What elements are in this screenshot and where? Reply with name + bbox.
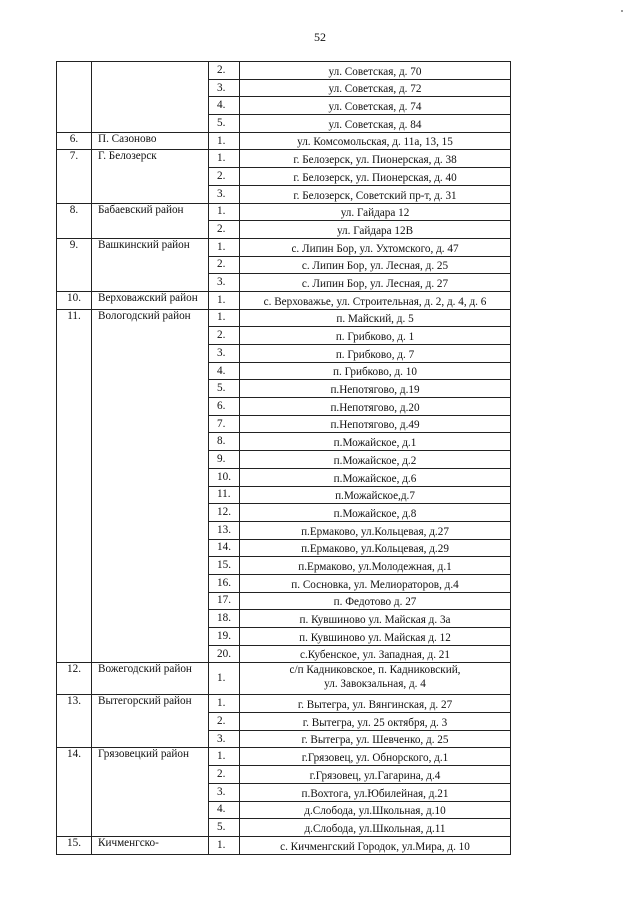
- item-number: 1.: [209, 663, 240, 695]
- address-cell: ул. Советская, д. 74: [240, 97, 511, 115]
- page-number: 52: [314, 30, 326, 44]
- address-cell: с. Липин Бор, ул. Лесная, д. 27: [240, 274, 511, 292]
- address-cell: г. Вытегра, ул. Шевченко, д. 25: [240, 730, 511, 748]
- district-number: 7.: [57, 150, 92, 203]
- item-number: 11.: [209, 486, 240, 504]
- item-number: 17.: [209, 592, 240, 610]
- address-cell: д.Слобода, ул.Школьная, д.11: [240, 819, 511, 837]
- table-row: [57, 132, 511, 150]
- table-row: [57, 748, 511, 766]
- item-number: 12.: [209, 504, 240, 522]
- district-name: Вологодский район: [92, 309, 209, 663]
- address-cell: п.Ермаково, ул.Молодежная, д.1: [240, 557, 511, 575]
- item-number: 1.: [209, 132, 240, 150]
- item-number: 1.: [209, 695, 240, 713]
- address-cell: п. Грибково, д. 1: [240, 327, 511, 345]
- item-number: 3.: [209, 783, 240, 801]
- item-number: 5.: [209, 115, 240, 133]
- address-cell: п. Кувшиново ул. Майская д. 12: [240, 628, 511, 646]
- address-cell: п.Ермаково, ул.Кольцевая, д.29: [240, 539, 511, 557]
- item-number: 1.: [209, 150, 240, 168]
- address-cell: п. Кувшиново ул. Майская д. 3а: [240, 610, 511, 628]
- address-cell: ул. Гайдара 12: [240, 203, 511, 221]
- address-cell: г.Грязовец, ул.Гагарина, д.4: [240, 766, 511, 784]
- district-name: П. Сазоново: [92, 132, 209, 150]
- item-number: 1.: [209, 238, 240, 256]
- district-name: Вытегорский район: [92, 695, 209, 748]
- district-name: Кичменгско-: [92, 836, 209, 854]
- table-row: [57, 309, 511, 327]
- table-row: [57, 150, 511, 168]
- address-cell: п.Можайское, д.1: [240, 433, 511, 451]
- address-cell: ул. Советская, д. 70: [240, 62, 511, 80]
- district-name: Верховажский район: [92, 291, 209, 309]
- table-row: [57, 663, 511, 695]
- address-cell: п.Можайское, д.6: [240, 468, 511, 486]
- item-number: 3.: [209, 345, 240, 363]
- address-cell: п. Грибково, д. 10: [240, 362, 511, 380]
- item-number: 3.: [209, 274, 240, 292]
- address-cell: п. Майский, д. 5: [240, 309, 511, 327]
- address-cell: п. Грибково, д. 7: [240, 345, 511, 363]
- address-cell: с. Липин Бор, ул. Лесная, д. 25: [240, 256, 511, 274]
- address-cell: ул. Советская, д. 72: [240, 79, 511, 97]
- address-cell: [240, 663, 511, 695]
- district-number: 8.: [57, 203, 92, 238]
- district-number: 6.: [57, 132, 92, 150]
- address-cell: п. Федотово д. 27: [240, 592, 511, 610]
- table-row: [57, 291, 511, 309]
- address-cell: ул. Комсомольская, д. 11а, 13, 15: [240, 132, 511, 150]
- item-number: 2.: [209, 766, 240, 784]
- address-cell: п.Ермаково, ул.Кольцевая, д.27: [240, 521, 511, 539]
- address-cell: п.Непотягово, д.19: [240, 380, 511, 398]
- item-number: 19.: [209, 628, 240, 646]
- district-number: 11.: [57, 309, 92, 663]
- item-number: 13.: [209, 521, 240, 539]
- address-cell: г. Белозерск, ул. Пионерская, д. 38: [240, 150, 511, 168]
- item-number: 6.: [209, 398, 240, 416]
- address-cell: г. Белозерск, Советский пр-т, д. 31: [240, 185, 511, 203]
- address-table: [56, 61, 511, 855]
- address-cell: с.Кубенское, ул. Западная, д. 21: [240, 645, 511, 663]
- table-row: [57, 62, 511, 80]
- scan-speck: [621, 10, 623, 12]
- item-number: 15.: [209, 557, 240, 575]
- item-number: 5.: [209, 380, 240, 398]
- item-number: 20.: [209, 645, 240, 663]
- address-cell: п.Можайское,д.7: [240, 486, 511, 504]
- address-cell: п.Можайское, д.8: [240, 504, 511, 522]
- district-number: 13.: [57, 695, 92, 748]
- address-line: с/п Кадниковское, п. Кадниковский,: [289, 664, 461, 677]
- table-row: [57, 836, 511, 854]
- item-number: 3.: [209, 185, 240, 203]
- district-number: 12.: [57, 663, 92, 695]
- table-row: [57, 695, 511, 713]
- address-cell: с. Липин Бор, ул. Ухтомского, д. 47: [240, 238, 511, 256]
- address-cell: г. Вытегра, ул. 25 октября, д. 3: [240, 713, 511, 731]
- item-number: 2.: [209, 221, 240, 239]
- item-number: 1.: [209, 836, 240, 854]
- item-number: 9.: [209, 451, 240, 469]
- item-number: 3.: [209, 79, 240, 97]
- item-number: 4.: [209, 362, 240, 380]
- address-cell: д.Слобода, ул.Школьная, д.10: [240, 801, 511, 819]
- address-cell: г.Грязовец, ул. Обнорского, д.1: [240, 748, 511, 766]
- address-cell: с. Кичменгский Городок, ул.Мира, д. 10: [240, 836, 511, 854]
- item-number: 3.: [209, 730, 240, 748]
- item-number: 4.: [209, 97, 240, 115]
- address-cell: п.Непотягово, д.20: [240, 398, 511, 416]
- item-number: 7.: [209, 415, 240, 433]
- item-number: 1.: [209, 203, 240, 221]
- item-number: 4.: [209, 801, 240, 819]
- item-number: 14.: [209, 539, 240, 557]
- table-row: [57, 203, 511, 221]
- item-number: 1.: [209, 748, 240, 766]
- item-number: 1.: [209, 291, 240, 309]
- item-number: 10.: [209, 468, 240, 486]
- item-number: 1.: [209, 309, 240, 327]
- item-number: 2.: [209, 62, 240, 80]
- district-name: Г. Белозерск: [92, 150, 209, 203]
- address-cell: ул. Советская, д. 84: [240, 115, 511, 133]
- district-number: 15.: [57, 836, 92, 854]
- item-number: 2.: [209, 327, 240, 345]
- district-number: 9.: [57, 238, 92, 291]
- address-cell: п.Вохтога, ул.Юбилейная, д.21: [240, 783, 511, 801]
- item-number: 2.: [209, 713, 240, 731]
- item-number: 5.: [209, 819, 240, 837]
- item-number: 2.: [209, 256, 240, 274]
- district-name: Вашкинский район: [92, 238, 209, 291]
- district-number: [57, 62, 92, 133]
- item-number: 2.: [209, 168, 240, 186]
- address-cell: ул. Гайдара 12В: [240, 221, 511, 239]
- item-number: 16.: [209, 574, 240, 592]
- address-cell: п. Сосновка, ул. Мелиораторов, д.4: [240, 574, 511, 592]
- address-cell: п.Непотягово, д.49: [240, 415, 511, 433]
- district-name: [92, 62, 209, 133]
- table-row: [57, 238, 511, 256]
- item-number: 18.: [209, 610, 240, 628]
- district-name: Бабаевский район: [92, 203, 209, 238]
- address-cell: п.Можайское, д.2: [240, 451, 511, 469]
- district-name: Грязовецкий район: [92, 748, 209, 836]
- address-cell: г. Вытегра, ул. Вянгинская, д. 27: [240, 695, 511, 713]
- address-cell: с. Верховажье, ул. Строительная, д. 2, д. 4, д. 6: [240, 291, 511, 309]
- address-cell: г. Белозерск, ул. Пионерская, д. 40: [240, 168, 511, 186]
- item-number: 8.: [209, 433, 240, 451]
- district-number: 10.: [57, 291, 92, 309]
- address-line: ул. Завокзальная, д. 4: [324, 678, 426, 691]
- district-name: Вожегодский район: [92, 663, 209, 695]
- district-number: 14.: [57, 748, 92, 836]
